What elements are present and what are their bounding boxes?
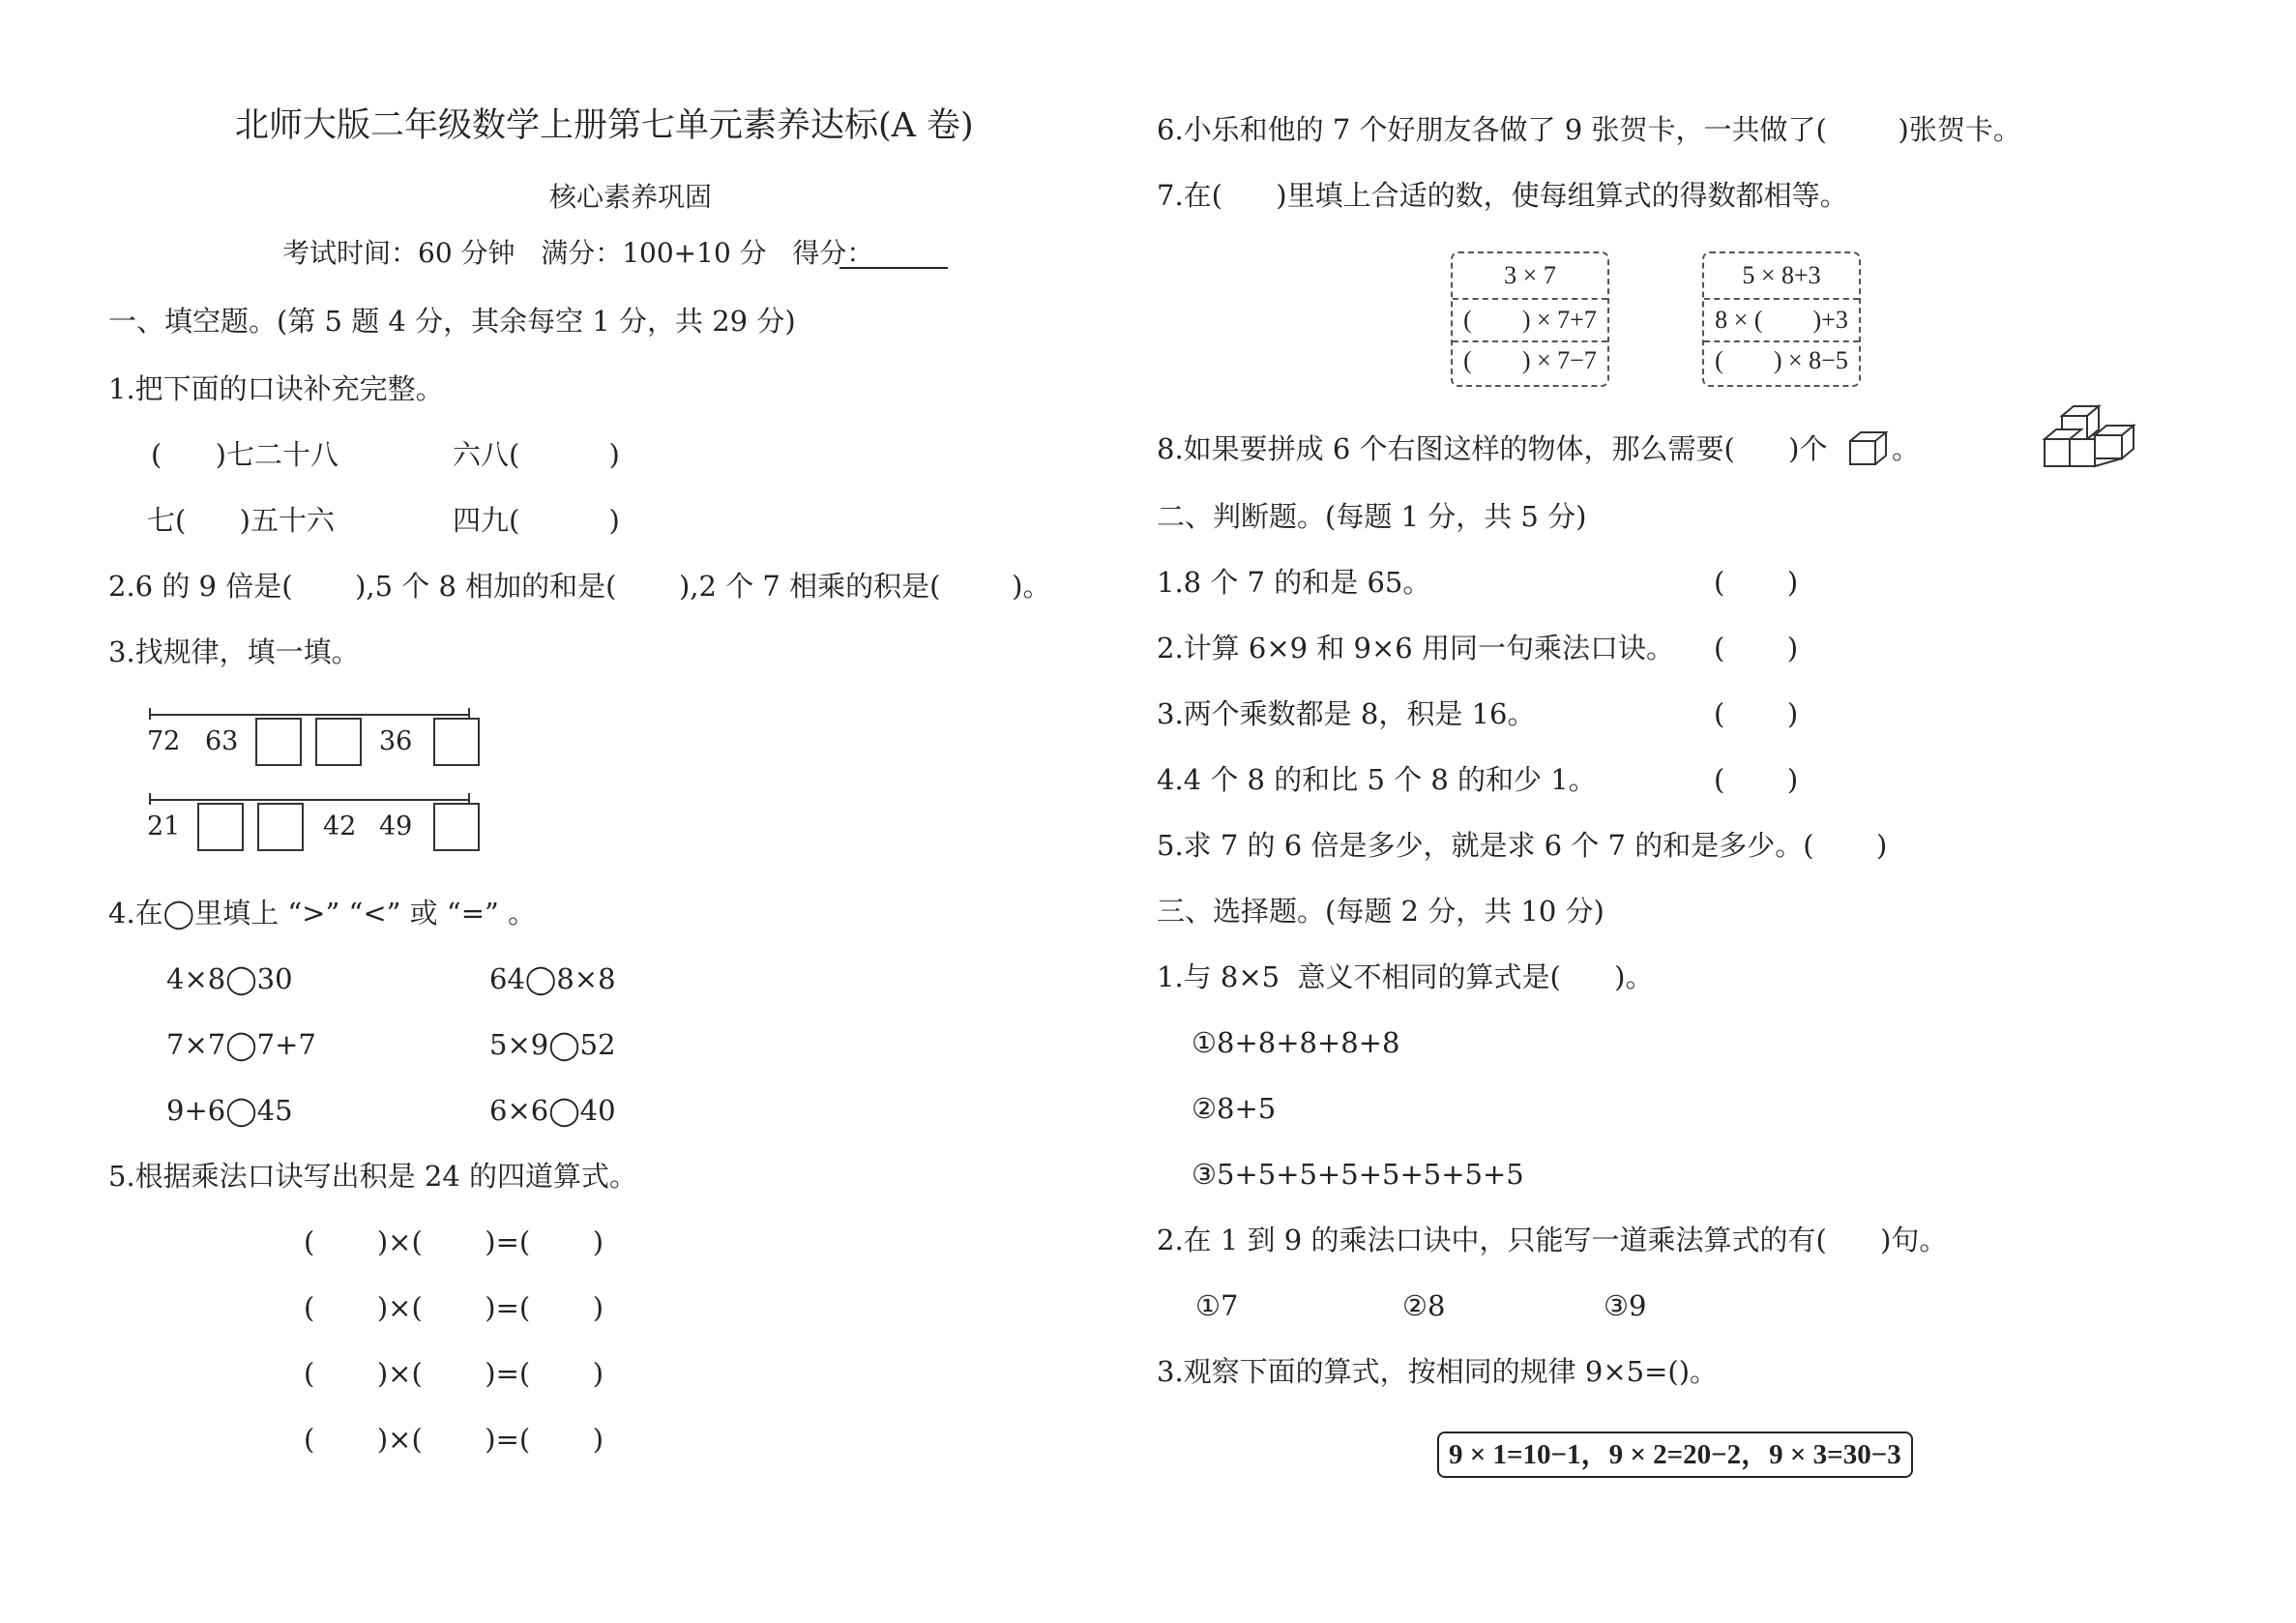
number-line (149, 714, 470, 716)
equation-cell[interactable]: ( ) × 7−7 (1463, 346, 1597, 374)
small-cube-icon (1847, 429, 1890, 468)
q1-text: 1.把下面的口诀补充完整。 (108, 372, 444, 405)
sequence-number: 36 (379, 726, 413, 756)
q6-text: 6.小乐和他的 7 个好朋友各做了 9 张贺卡，一共做了( )张贺卡。 (1157, 113, 2021, 146)
answer-box[interactable] (255, 718, 302, 766)
compare-item[interactable]: 6×6◯40 (489, 1094, 616, 1127)
judge-mark[interactable]: ( ) (1714, 763, 1799, 796)
q1-item[interactable]: ( )七二十八 (151, 438, 339, 471)
answer-box[interactable] (197, 803, 244, 851)
sequence-number: 72 (147, 726, 181, 756)
choice-option[interactable]: ③9 (1604, 1289, 1647, 1322)
judge-item: 2.计算 6×9 和 9×6 用同一句乘法口诀。 (1157, 632, 1674, 664)
judge-mark[interactable]: ( ) (1714, 697, 1799, 730)
q4-text: 4.在◯里填上 “>” “<” 或 “=” 。 (108, 897, 537, 930)
choice-q1-text: 1.与 8×5 意义不相同的算式是( )。 (1157, 960, 1654, 993)
judge-mark[interactable]: ( ) (1714, 632, 1799, 664)
equation-cell[interactable]: ( ) × 7+7 (1463, 306, 1597, 334)
section2-heading: 二、判断题。(每题 1 分，共 5 分) (1157, 500, 1587, 533)
answer-box[interactable] (315, 718, 362, 766)
q1-item[interactable]: 六八( ) (453, 438, 620, 471)
equation-blank[interactable]: ( )×( )=( ) (304, 1225, 604, 1258)
judge-item: 1.8 个 7 的和是 65。 (1157, 566, 1431, 599)
section3-heading: 三、选择题。(每题 2 分，共 10 分) (1157, 895, 1604, 928)
choice-option[interactable]: ②8+5 (1192, 1092, 1277, 1125)
answer-box[interactable] (433, 718, 480, 766)
equation-blank[interactable]: ( )×( )=( ) (304, 1357, 604, 1390)
judge-item: 4.4 个 8 的和比 5 个 8 的和少 1。 (1157, 763, 1597, 796)
exam-subtitle: 核心素养巩固 (549, 181, 713, 213)
sequence-number: 42 (323, 812, 357, 841)
sequence-number: 49 (379, 812, 413, 841)
judge-mark[interactable]: ( ) (1714, 566, 1799, 599)
choice-q2-text: 2.在 1 到 9 的乘法口诀中，只能写一道乘法算式的有( )句。 (1157, 1224, 1948, 1256)
choice-option[interactable]: ①8+8+8+8+8 (1192, 1026, 1400, 1059)
number-line-tick (149, 793, 151, 805)
equation-cell: 3 × 7 (1504, 261, 1556, 289)
number-line (149, 799, 470, 801)
cube-structure-icon (2041, 402, 2147, 474)
q3-text: 3.找规律，填一填。 (108, 635, 360, 668)
section1-heading: 一、填空题。(第 5 题 4 分，其余每空 1 分，共 29 分) (108, 305, 796, 338)
compare-item[interactable]: 5×9◯52 (489, 1028, 616, 1061)
choice-option[interactable]: ②8 (1402, 1289, 1446, 1322)
q1-item[interactable]: 七( )五十六 (147, 504, 335, 537)
compare-item[interactable]: 9+6◯45 (166, 1094, 293, 1127)
equation-cell[interactable]: ( ) × 8−5 (1715, 346, 1848, 374)
equation-blank[interactable]: ( )×( )=( ) (304, 1423, 604, 1456)
number-line-tick (149, 708, 151, 720)
score-blank[interactable] (839, 267, 948, 269)
judge-item: 3.两个乘数都是 8，积是 16。 (1157, 697, 1536, 730)
q7-text: 7.在( )里填上合适的数，使每组算式的得数都相等。 (1157, 179, 1848, 212)
compare-item[interactable]: 4×8◯30 (166, 962, 293, 995)
choice-option[interactable]: ③5+5+5+5+5+5+5+5 (1192, 1158, 1524, 1191)
choice-q3-text: 3.观察下面的算式，按相同的规律 9×5=()。 (1157, 1355, 1719, 1388)
equation-group-box (1451, 251, 1609, 387)
equation-cell: 5 × 8+3 (1742, 261, 1821, 289)
equation-cell[interactable]: 8 × ( )+3 (1715, 306, 1848, 334)
q8-suffix: 。 (1892, 432, 1921, 465)
q8-text: 8.如果要拼成 6 个右图这样的物体，那么需要( )个 (1157, 432, 1828, 465)
exam-info: 考试时间：60 分钟 满分：100+10 分 得分： (282, 237, 874, 269)
compare-item[interactable]: 7×7◯7+7 (166, 1028, 316, 1061)
compare-item[interactable]: 64◯8×8 (489, 962, 616, 995)
sequence-number: 63 (205, 726, 239, 756)
q2-text: 2.6 的 9 倍是( ),5 个 8 相加的和是( ),2 个 7 相乘的积是( )。 (108, 570, 1051, 603)
answer-box[interactable] (433, 803, 480, 851)
equation-blank[interactable]: ( )×( )=( ) (304, 1291, 604, 1324)
judge-item[interactable]: 5.求 7 的 6 倍是多少，就是求 6 个 7 的和是多少。( ) (1157, 829, 1888, 862)
choice-option[interactable]: ①7 (1195, 1289, 1239, 1322)
equation-group-box (1702, 251, 1861, 387)
exam-title: 北师大版二年级数学上册第七单元素养达标(A 卷) (235, 106, 974, 145)
sequence-number: 21 (147, 812, 181, 841)
answer-box[interactable] (257, 803, 304, 851)
q1-item[interactable]: 四九( ) (453, 504, 620, 537)
pattern-formula-box: 9 × 1=10−1，9 × 2=20−2，9 × 3=30−3 (1437, 1431, 1913, 1478)
q5-text: 5.根据乘法口诀写出积是 24 的四道算式。 (108, 1160, 638, 1193)
